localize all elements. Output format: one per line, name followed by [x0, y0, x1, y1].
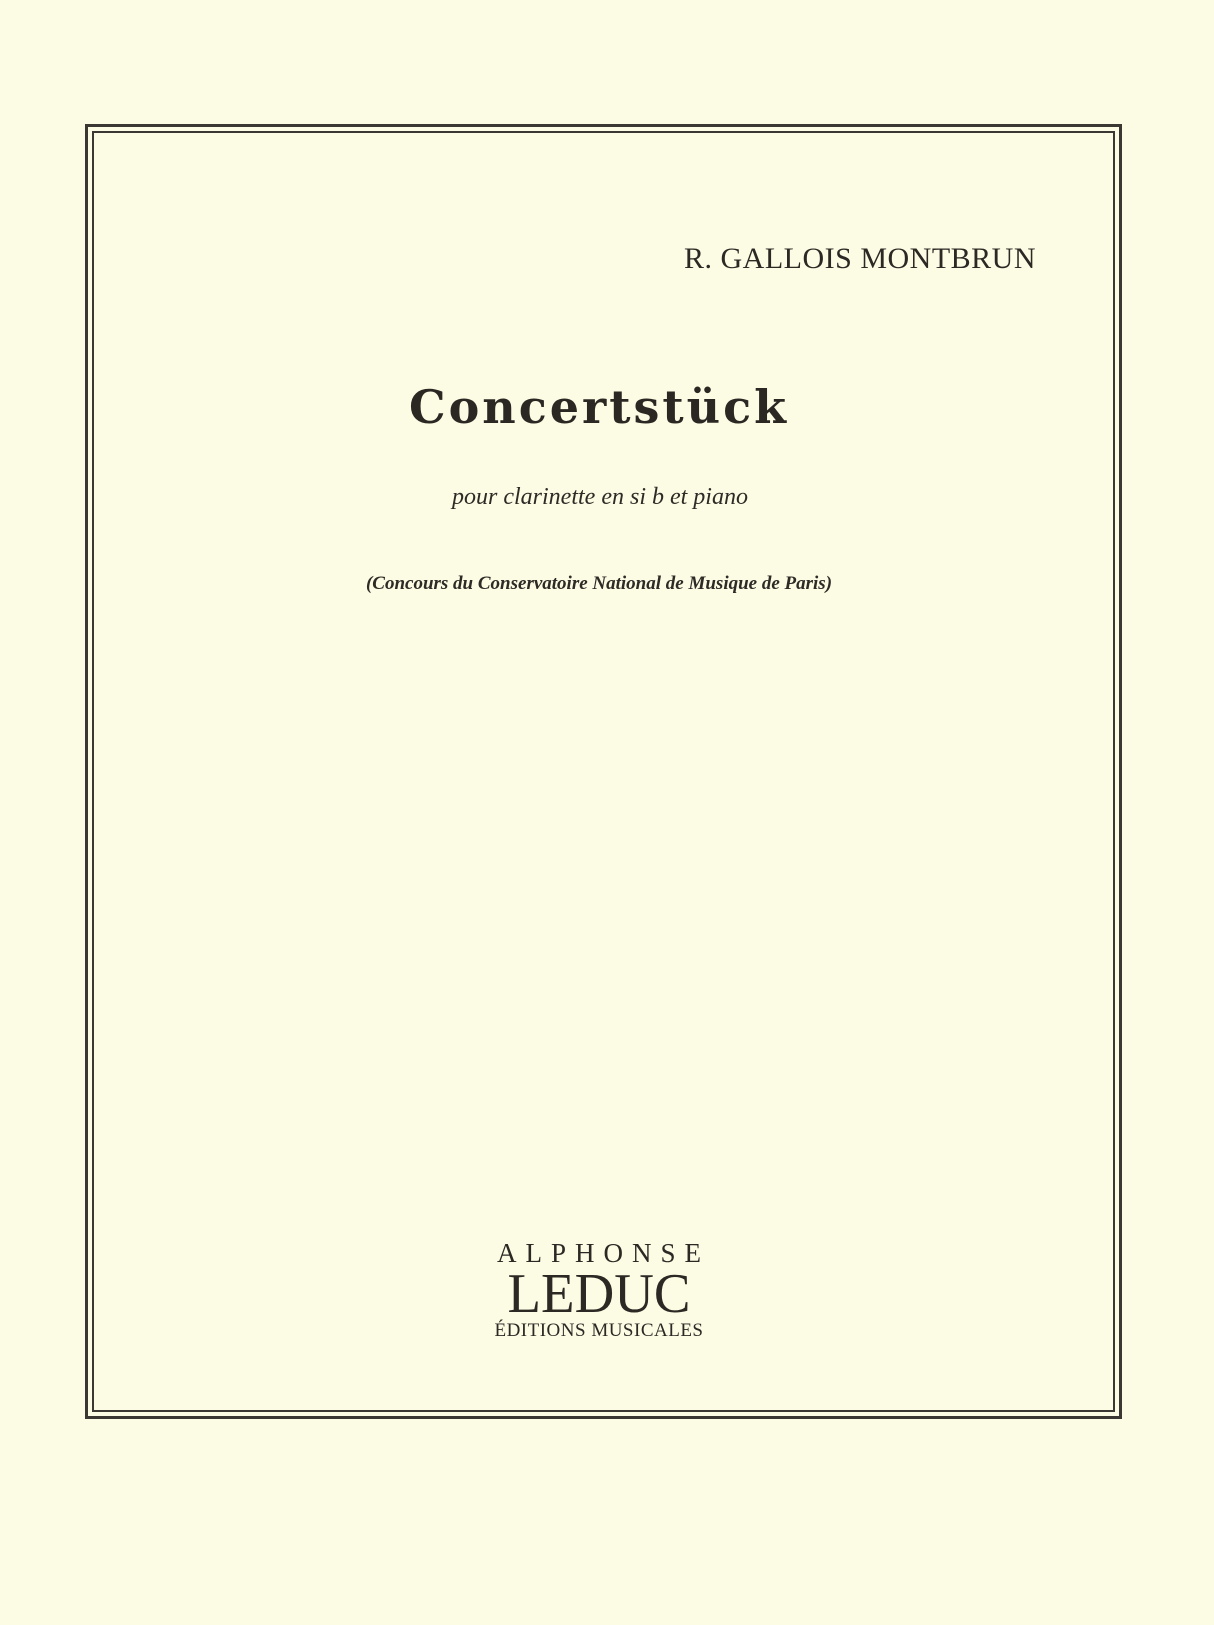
composer-name: R. GALLOIS MONTBRUN: [683, 242, 1036, 275]
publisher-line-editions: ÉDITIONS MUSICALES: [494, 1320, 704, 1341]
publisher-line-alphonse: ALPHONSE: [496, 1238, 710, 1268]
instrumentation-subtitle: [0, 484, 1214, 511]
publisher-line-leduc: LEDUC: [507, 1263, 691, 1325]
publisher-logo: [0, 1238, 1214, 1342]
competition-text: (Concours du Conservatoire National de Musique de Paris): [365, 573, 833, 594]
publisher-block: [488, 1238, 710, 1342]
cover-inner-frame: [92, 131, 1115, 1412]
work-title: [0, 380, 1214, 434]
instrumentation-text: pour clarinette en si b et piano: [452, 484, 748, 510]
work-title-text: Concertstück: [409, 380, 789, 434]
competition-note: [0, 573, 1214, 595]
